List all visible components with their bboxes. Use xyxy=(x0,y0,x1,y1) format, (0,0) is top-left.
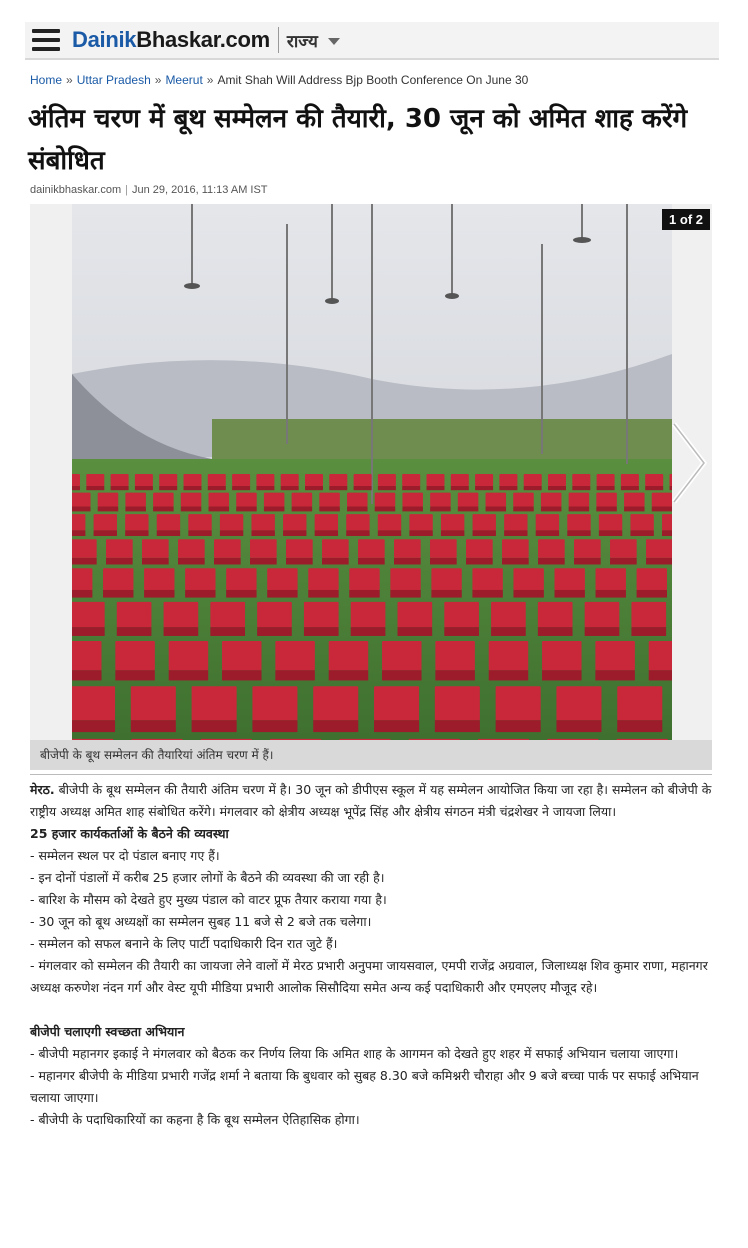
breadcrumb xyxy=(30,73,528,87)
content-divider xyxy=(30,774,712,775)
chevron-right-icon[interactable] xyxy=(666,418,710,508)
breadcrumb-current: Amit Shah Will Address Bjp Booth Conference On June 30 xyxy=(217,73,529,87)
list-item: - बीजेपी के पदाधिकारियों का कहना है कि बूथ सम्मेलन ऐतिहासिक होगा। xyxy=(30,1112,360,1127)
breadcrumb-uttar-pradesh[interactable]: Uttar Pradesh xyxy=(76,73,151,87)
list-item: - मंगलवार को सम्मेलन की तैयारी का जायजा लेने वालों में मेरठ प्रभारी अनुपमा जायसवाल, एमपी राजेंद्र अग्रवाल, जिलाध्यक्ष शिव कुमार राणा, महानगर अध्यक्ष करुणेश नंदन गर्ग और वेस्ट यूपी मीडिया प्रभारी आलोक सिसौदिया समेत अन्य कई पदाधिकारी और एमएलए मौजूद रहे। xyxy=(30,958,708,995)
photo-gallery xyxy=(30,204,712,770)
chevron-down-icon xyxy=(328,38,340,45)
breadcrumb-separator: » xyxy=(66,73,73,87)
lead-text: बीजेपी के बूथ सम्मेलन की तैयारी अंतिम चरण में है। 30 जून को डीपीएस स्कूल में यह सम्मेलन आयोजित किया जा रहा है। सम्मेलन को बीजेपी के राष्ट्रीय अध्यक्ष अमित शाह संबोधित करेंगे। मंगलवार को क्षेत्रीय अध्यक्ष भूपेंद्र सिंह और क्षेत्रीय संगठन मंत्री चंद्रशेखर ने जायजा लिया। xyxy=(30,782,712,819)
logo-part-bhaskar: Bhaskar.com xyxy=(136,27,270,52)
list-item: - 30 जून को बूथ अध्यक्षों का सम्मेलन सुबह 11 बजे से 2 बजे तक चलेगा। xyxy=(30,914,372,929)
article-date: Jun 29, 2016, 11:13 AM IST xyxy=(131,184,268,196)
header-divider xyxy=(278,27,279,53)
lead-paragraph xyxy=(30,779,712,823)
breadcrumb-separator: » xyxy=(154,73,162,87)
subheading-cleanliness: बीजेपी चलाएगी स्वच्छता अभियान xyxy=(30,1024,185,1039)
list-item: - इन दोनों पंडालों में करीब 25 हजार लोगों के बैठने की व्यवस्था की जा रही है। xyxy=(30,870,385,885)
subheading-seating: 25 हजार कार्यकर्ताओं के बैठने की व्यवस्था xyxy=(30,826,229,841)
list-item: - सम्मेलन को सफल बनाने के लिए पार्टी पदाधिकारी दिन रात जुटे हैं। xyxy=(30,936,338,951)
list-item: - बारिश के मौसम को देखते हुए मुख्य पंडाल को वाटर प्रूफ तैयार कराया गया है। xyxy=(30,892,387,907)
gallery-caption: बीजेपी के बूथ सम्मेलन की तैयारियां अंतिम चरण में हैं। xyxy=(30,740,712,770)
list-item: - महानगर बीजेपी के मीडिया प्रभारी गजेंद्र शर्मा ने बताया कि बुधवार को सुबह 8.30 बजे कमिश्नरी चौराहा और 9 बजे बच्चा पार्क पर सफाई अभियान चलाया जाएगा। xyxy=(30,1068,699,1105)
dateline: मेरठ. xyxy=(30,782,55,797)
gallery-counter: 1 of 2 xyxy=(662,209,710,230)
state-dropdown-label: राज्य xyxy=(286,31,318,52)
list-item: - बीजेपी महानगर इकाई ने मंगलवार को बैठक कर निर्णय लिया कि अमित शाह के आगमन को देखते हुए शहर में सफाई अभियान चलाया जाएगा। xyxy=(30,1046,679,1061)
article-title: अंतिम चरण में बूथ सम्मेलन की तैयारी, 30 जून को अमित शाह करेंगे संबोधित xyxy=(28,104,688,176)
breadcrumb-home[interactable]: Home xyxy=(30,73,63,87)
breadcrumb-meerut[interactable]: Meerut xyxy=(165,73,203,87)
list-item: - सम्मेलन स्थल पर दो पंडाल बनाए गए हैं। xyxy=(30,848,220,863)
paragraph-spacer xyxy=(30,999,712,1021)
article-meta xyxy=(30,184,268,196)
meta-divider: | xyxy=(125,184,128,196)
site-header xyxy=(25,22,719,60)
article-body xyxy=(30,779,712,1131)
state-dropdown[interactable] xyxy=(287,29,340,52)
hamburger-menu-icon[interactable] xyxy=(32,29,60,51)
breadcrumb-separator: » xyxy=(206,73,214,87)
article-source: dainikbhaskar.com xyxy=(30,184,122,196)
gallery-photo[interactable] xyxy=(72,204,672,740)
site-logo[interactable] xyxy=(72,27,270,53)
logo-part-dainik: Dainik xyxy=(72,27,137,52)
